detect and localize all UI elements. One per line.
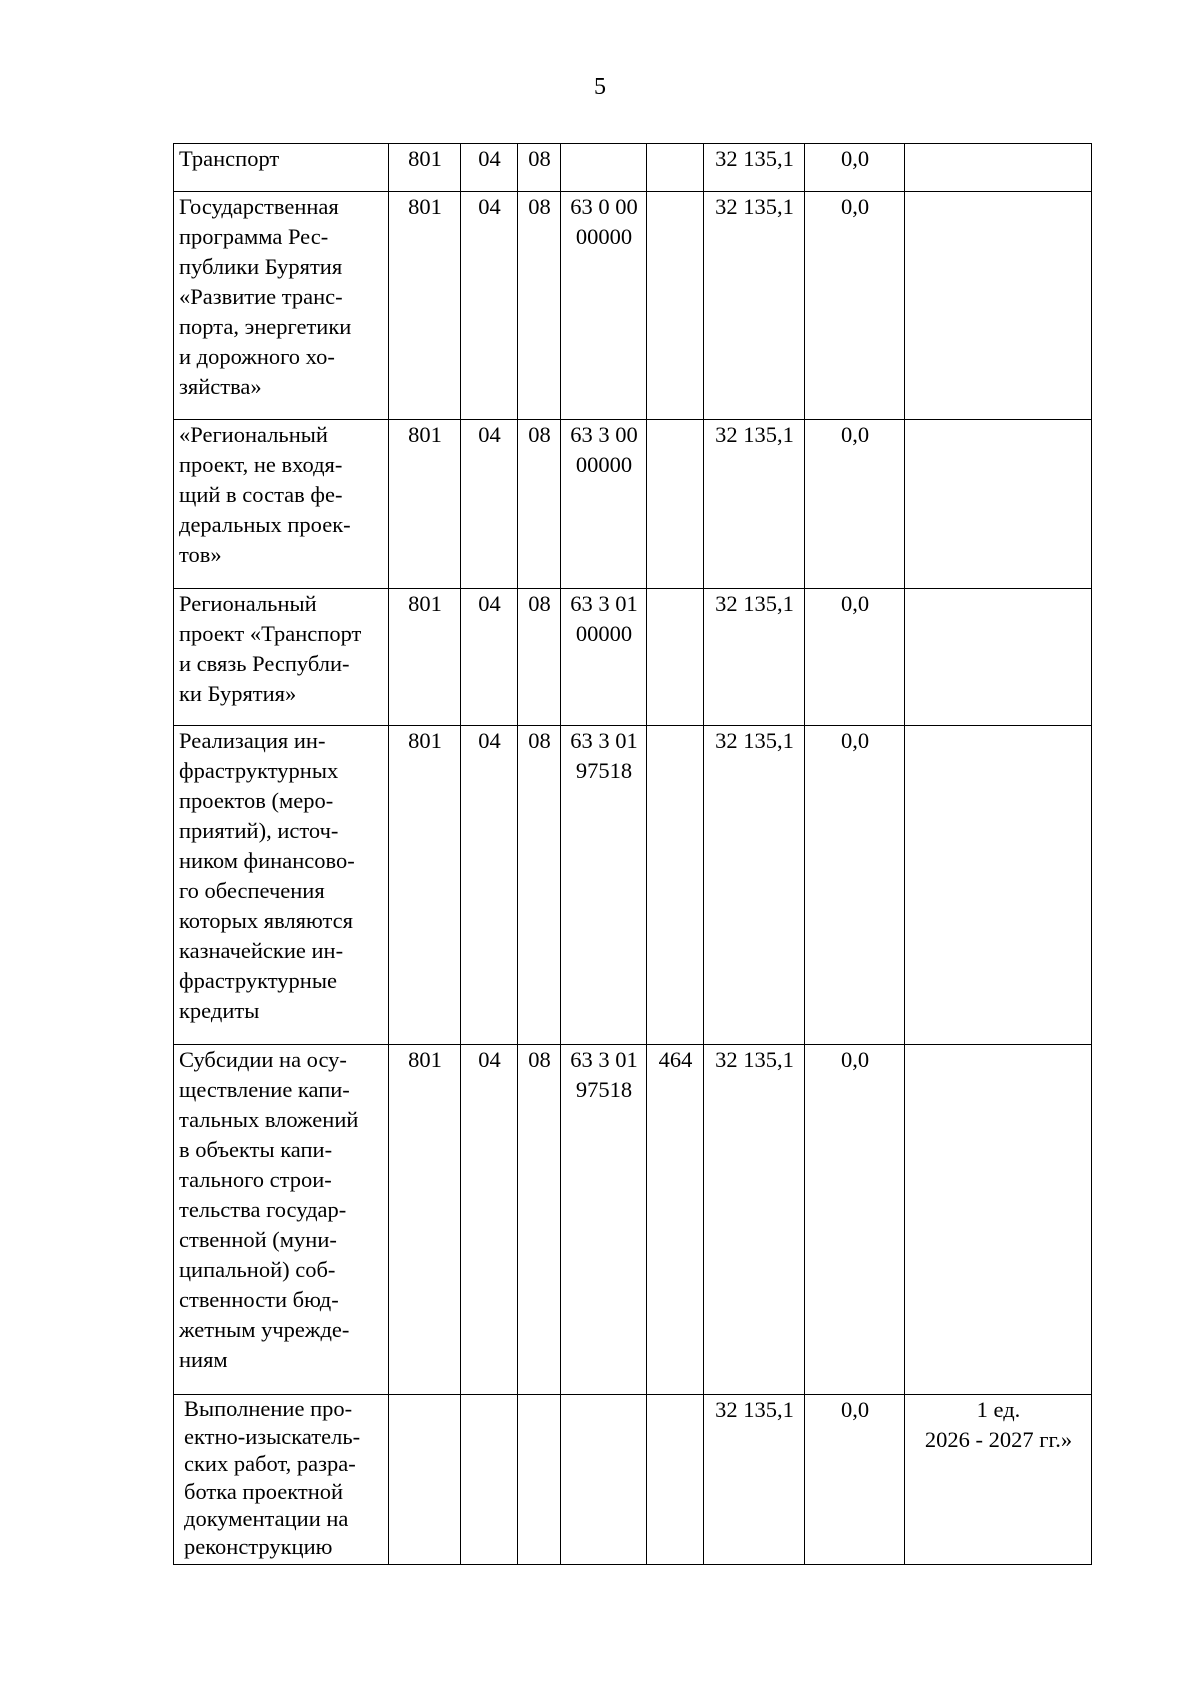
cell-amount: 32 135,1 — [704, 589, 805, 726]
cell-section-code: 04 — [461, 589, 518, 726]
cell-target-article: 63 3 00 00000 — [561, 420, 647, 589]
cell-ministry-code: 801 — [389, 1045, 461, 1395]
cell-ministry-code: 801 — [389, 726, 461, 1045]
cell-subsection-code: 08 — [518, 726, 561, 1045]
cell-expense-type — [647, 589, 704, 726]
cell-ministry-code: 801 — [389, 192, 461, 420]
cell-amount-2: 0,0 — [805, 420, 905, 589]
cell-result — [905, 192, 1092, 420]
cell-amount-2: 0,0 — [805, 192, 905, 420]
cell-subsection-code: 08 — [518, 192, 561, 420]
cell-result — [905, 726, 1092, 1045]
cell-result — [905, 144, 1092, 192]
cell-amount: 32 135,1 — [704, 1395, 805, 1565]
cell-amount: 32 135,1 — [704, 1045, 805, 1395]
cell-name: Субсидии на осу- ществление капи- тальных вложений в объекты капи- тального строи- тельства государ- ственной (муни- ципальной) соб- ственности бюд- жетным учрежде- ниям — [174, 1045, 389, 1395]
cell-expense-type — [647, 192, 704, 420]
table-row — [174, 1045, 1092, 1395]
cell-subsection-code: 08 — [518, 144, 561, 192]
cell-amount-2: 0,0 — [805, 589, 905, 726]
cell-amount: 32 135,1 — [704, 420, 805, 589]
table-row — [174, 144, 1092, 192]
page-number: 5 — [594, 74, 606, 100]
cell-name: Государственная программа Рес- публики Бурятия «Развитие транс- порта, энергетики и дорожного хо- зяйства» — [174, 192, 389, 420]
cell-section-code: 04 — [461, 726, 518, 1045]
cell-expense-type: 464 — [647, 1045, 704, 1395]
table-row — [174, 1395, 1092, 1565]
cell-section-code — [461, 1395, 518, 1565]
cell-section-code: 04 — [461, 1045, 518, 1395]
cell-subsection-code: 08 — [518, 1045, 561, 1395]
table-row — [174, 589, 1092, 726]
cell-name: Региональный проект «Транспорт и связь Республи- ки Бурятия» — [174, 589, 389, 726]
cell-amount-2: 0,0 — [805, 726, 905, 1045]
cell-name: Реализация ин- фраструктурных проектов (меро- приятий), источ- ником финансово- го обеспечения которых являются казначейские ин- фраструктурные кредиты — [174, 726, 389, 1045]
table-row — [174, 726, 1092, 1045]
cell-amount-2: 0,0 — [805, 1395, 905, 1565]
cell-target-article: 63 3 01 97518 — [561, 726, 647, 1045]
cell-amount: 32 135,1 — [704, 726, 805, 1045]
cell-name: Выполнение про- ектно-изыскатель- ских работ, разра- ботка проектной документации на реконструкцию — [174, 1395, 389, 1565]
cell-result — [905, 420, 1092, 589]
budget-table — [173, 143, 1092, 1565]
cell-subsection-code: 08 — [518, 589, 561, 726]
cell-expense-type — [647, 726, 704, 1045]
table-row — [174, 420, 1092, 589]
cell-result — [905, 589, 1092, 726]
cell-section-code: 04 — [461, 144, 518, 192]
cell-result: 1 ед. 2026 - 2027 гг.» — [905, 1395, 1092, 1565]
cell-target-article — [561, 144, 647, 192]
cell-expense-type — [647, 1395, 704, 1565]
cell-amount-2: 0,0 — [805, 144, 905, 192]
cell-name: Транспорт — [174, 144, 389, 192]
cell-name: «Региональный проект, не входя- щий в состав фе- деральных проек- тов» — [174, 420, 389, 589]
cell-target-article: 63 0 00 00000 — [561, 192, 647, 420]
cell-amount: 32 135,1 — [704, 144, 805, 192]
cell-target-article: 63 3 01 00000 — [561, 589, 647, 726]
cell-result — [905, 1045, 1092, 1395]
cell-subsection-code — [518, 1395, 561, 1565]
cell-ministry-code: 801 — [389, 420, 461, 589]
table-row — [174, 192, 1092, 420]
cell-subsection-code: 08 — [518, 420, 561, 589]
cell-ministry-code: 801 — [389, 589, 461, 726]
cell-expense-type — [647, 420, 704, 589]
cell-expense-type — [647, 144, 704, 192]
cell-target-article: 63 3 01 97518 — [561, 1045, 647, 1395]
cell-ministry-code — [389, 1395, 461, 1565]
cell-section-code: 04 — [461, 192, 518, 420]
cell-amount: 32 135,1 — [704, 192, 805, 420]
cell-ministry-code: 801 — [389, 144, 461, 192]
cell-target-article — [561, 1395, 647, 1565]
cell-amount-2: 0,0 — [805, 1045, 905, 1395]
cell-section-code: 04 — [461, 420, 518, 589]
